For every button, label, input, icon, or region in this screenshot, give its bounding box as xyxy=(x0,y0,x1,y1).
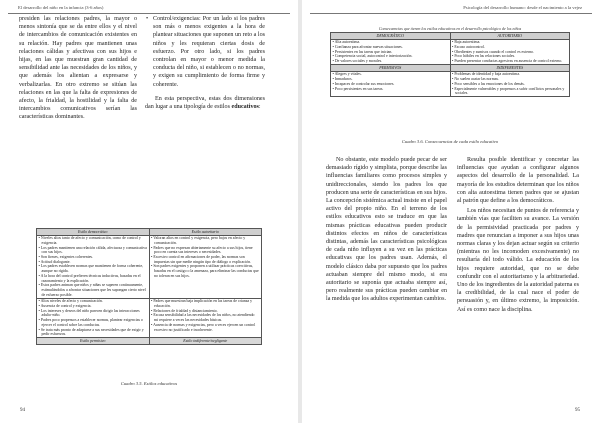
list-item: • Poco hábiles en las relaciones sociales. xyxy=(452,54,516,59)
list-item: • Especialmente vulnerables y propensos a sufrir conflictos personales y sociales. xyxy=(452,86,565,96)
democratic-style-cell xyxy=(37,235,150,298)
left-column-2 xyxy=(145,15,265,111)
list-item: • Son padres exigentes y proponen a utilizar prácticas coercitivas, basadas en el castigo o la amenaza, para eliminar las conductas que no toleran en sus hijos. xyxy=(151,264,259,278)
list-item: • No suelen acatar las normas. xyxy=(452,77,499,82)
authoritarian-style-cell xyxy=(149,235,262,298)
list-item: • Los intereses y deseos del niño parecen dirigir las interacciones adulto-niño. xyxy=(38,308,140,318)
right-header-rule xyxy=(310,13,592,14)
list-item: • Padres que no expresan abiertamente su afecto a sus hijos, tiene poco en cuenta sus intereses o necesidades. xyxy=(151,245,253,255)
left-header-rule xyxy=(8,13,290,14)
democratic-style-header: Estilo democrático xyxy=(37,229,150,236)
list-item: • Se trata más pronto de adaptarse a sus necesidades que de exigir y pedir esfuerzos. xyxy=(38,327,144,337)
right-page-number: 95 xyxy=(575,408,580,413)
left-running-header: El desarrollo del niño en la infancia (3-6 años) xyxy=(18,5,104,10)
list-item: • Los padres mantienen una relación cálida, afectuosa y comunicativa con sus hijos. xyxy=(38,245,147,255)
list-item: • Pueden presentar conductas agresivas en ausencia de control externo. xyxy=(452,59,563,64)
list-item: • Alta autoestima. xyxy=(332,40,361,45)
democratic-consequences-header: DEMOCRÁTICO xyxy=(331,33,451,40)
right-running-header: Psicología del desarrollo humano: desde el nacimiento a la vejez xyxy=(463,5,582,10)
right-col1-paragraph: No obstante, este modelo puede pecar de ser demasiado rígido y simplista, porque describe las influencias familiares como procesos simples y unidireccionales, siendo los padres los que producen una serie de características en sus hijos. La concepción sistémica actual insiste en el papel activo del propio niño. En el terreno de los estilos educativos esto se traduce en que las mismas prácticas educativas pueden producir distintos efectos en niños de características distintas, además las características psicológicas de cada niño influyen a su vez en las prácticas educativas que los padres usan. Además, el modelo clásico daba por supuesto que los padres actuaban siempre del mismo modo, si era autoritario se suponía que actuaba siempre así, pero realmente sus prácticas pueden cambiar en la medida que los adultos experimentan cambios. xyxy=(326,157,447,303)
list-item: • Inmaduros. xyxy=(332,77,353,82)
right-page xyxy=(300,0,600,423)
democratic-consequences-cell xyxy=(331,39,451,65)
list-item: • Alegres y vitales. xyxy=(332,72,362,77)
list-item: • A la hora del control prefieren técnicas inductivas, basadas en el razonamiento y la explicación. xyxy=(38,273,141,283)
list-item: • Niveles altos tanto de afecto y comunicación, como de control y exigencia. xyxy=(38,236,141,245)
list-item: • Confianza para afrontar nuevas situaciones. xyxy=(332,44,403,49)
list-item: • Obedientes y sumisos cuando el control es externo. xyxy=(452,49,535,54)
left-col1-paragraph: presiden las relaciones padres, la mayor o menos sintonía que se da entre ellos y el nivel de intercambios de comunicación existentes en su relación. Hay padres que mantienen unas relaciones cálidas y afectivas con sus hijos e hijas, en las que muestran gran cantidad de sensibilidad ante las necesidades de los niños, y que además los alientan a expresarse y verbalizarlas. En otro extremo se sitúan las relaciones en las que la falta de expresiones de afecto, la frialdad, la hostilidad y la falta de intercambios comunicativos serían las características dominantes. xyxy=(19,16,137,121)
right-column-1 xyxy=(326,156,447,304)
permissive-consequences-cell xyxy=(331,71,451,97)
educational-styles-table xyxy=(36,228,262,345)
list-item: • Padres poco propensos a establecer normas, plantear exigencias o ejercer el control sobre las conductas. xyxy=(38,318,143,327)
list-item: • Baja autoestima. xyxy=(452,40,481,45)
right-col2-paragraph-2: Los niños necesitan de puntos de referencia y también vías que faciliten su avance. La versión de la permisividad practicada por padres y madres que renuncian a imponer a sus hijos unas normas claras y los dejan actuar según su criterio (mientras no les incomoden excesivamente) no resultaría del todo válido. La educación de los hijos requiere autoridad, que no se debe confundir con el autoritarismo y la arbitrariedad. Uno de los ingredientes de la autoridad paterna es la credibilidad, de la cual nace el poder de persuasión y, en último extremo, la imposición. Así es como nace la disciplina. xyxy=(457,208,579,313)
list-item: • Competencia social, autocontrol e interiorización. xyxy=(332,54,413,59)
list-item: • Persistentes en las tareas que inician. xyxy=(332,49,393,54)
list-item: • Relaciones de frialdad y distanciamiento. xyxy=(151,308,218,313)
list-item: • Valoran altos en control y exigencia, pero bajos en afecto y comunicación. xyxy=(151,236,246,245)
consequences-table-title: Consecuencias que tienen los estilos educativos en el desarrollo psicológico de los niños xyxy=(378,26,522,31)
list-item: • Actitud dialogante. xyxy=(38,259,71,264)
consequences-table xyxy=(330,32,570,97)
list-item: • Escaso autocontrol. xyxy=(452,44,485,49)
list-item: • Padres que muestran baja implicación en las tareas de crianza y educación. xyxy=(151,299,253,309)
list-item: • Los padres establecen normas que mantienen de forma coherente, aunque no rígida. xyxy=(38,264,144,274)
list-item: • Ausencia de normas y exigencias, pero a veces ejercen un control excesivo no justificado e incoherente. xyxy=(151,322,256,332)
left-column-1 xyxy=(19,15,137,122)
table-3-5-caption: Cuadro 3.5. Estilos educativos xyxy=(120,381,178,386)
authoritarian-consequences-cell xyxy=(450,39,570,65)
permissive-style-cell xyxy=(37,298,150,338)
list-item: • Poco sensibles a las emociones de los demás. xyxy=(452,81,525,86)
list-item: • De valores sociales y morales. xyxy=(332,59,383,64)
list-item: • Poco persistentes en sus tareas. xyxy=(332,86,384,91)
list-item: • Excesivo control en afirmaciones de poder, las normas son impuestas sin que medie ningún tipo de diálogo o explicación. xyxy=(151,255,252,264)
authoritarian-consequences-header: AUTORITARIO xyxy=(450,33,570,40)
negligent-style-header: Estilo indiferente/negligente xyxy=(149,338,262,345)
control-bullet-list xyxy=(145,15,265,89)
negligent-style-cell xyxy=(149,298,262,338)
indifferent-consequences-cell xyxy=(450,71,570,97)
permissive-consequences-header: PERMISIVOS xyxy=(331,65,451,72)
control-exigencias-bullet: • Control/exigencias: Por un lado si los padres son más o menos exigentes a la hora de plantear situaciones que suponen un reto a los niños y les requieran ciertas dosis de esfuerzo. Por otro lado, si los padres controlan en mayor o menor medida la conducta del niño, si establecen o no normas, y exigen su cumplimiento de forma firme y coherente. xyxy=(153,15,265,89)
list-item: • Incapaces de controlar sus emociones. xyxy=(332,81,395,86)
list-item: • Altos niveles de afecto y comunicación. xyxy=(38,299,103,304)
permissive-style-header: Estilo permisivo xyxy=(37,338,150,345)
list-item: • Estos padres animan que niños y niñas se superen continuamente, estimulándolos a afrontar situaciones que les supongan cierto nivel de esfuerzo posible. xyxy=(38,283,146,297)
list-item: • Escasa sensibilidad a las necesidades de los niños, no atendiendo mi requiere a veces las necesidades básicas. xyxy=(151,313,255,323)
right-col2-paragraph-1: Resulta posible identificar y concretar las influencias que ayudan a configurar algunos aspectos del desarrollo de la personalidad. La mayoría de los estudios determinan que los niños con alta autoestima tienen padres que se ajustan al patrón que define a los democráticos. xyxy=(457,157,579,205)
styles-intro-paragraph: En esta perspectiva, estas dos dimensiones dan lugar a una tipología de estilos educativos: xyxy=(145,95,265,111)
list-item: • Ausencia de control y exigencia. xyxy=(38,304,92,309)
right-column-2 xyxy=(457,156,579,314)
list-item: • Son firmes, exigentes coherentes. xyxy=(38,255,94,260)
table-3-6-caption: Cuadro 3.6. Consecuencias de cada estilo educativo xyxy=(401,139,499,144)
authoritarian-style-header: Estilo autoritario xyxy=(149,229,262,236)
indifferent-consequences-header: INDIFERENTES xyxy=(450,65,570,72)
left-page-number: 94 xyxy=(20,408,25,413)
list-item: • Problemas de identidad y baja autoestima. xyxy=(452,72,521,77)
